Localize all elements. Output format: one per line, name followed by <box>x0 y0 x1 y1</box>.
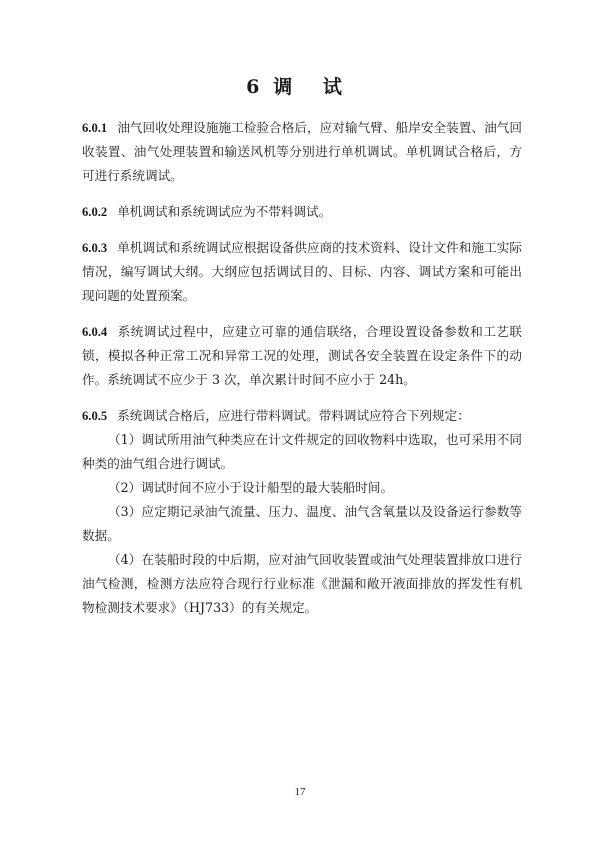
clause-number: 6.0.3 <box>82 241 108 255</box>
clause-text: 油气回收处理设施施工检验合格后，应对输气臂、船岸安全装置、油气回收装置、油气处理装置和输送风机等分别进行单机调试。单机调试合格后，方可进行系统调试。 <box>82 120 522 183</box>
list-item: （1）调试所用油气种类应在计文件规定的回收物料中选取，也可采用不同种类的油气组合进行调试。 <box>82 432 522 471</box>
clause-number: 6.0.2 <box>82 205 108 219</box>
clause-number: 6.0.1 <box>82 121 108 135</box>
page-number: 17 <box>294 786 306 798</box>
list-item: （2）调试时间不应小于设计船型的最大装船时间。 <box>108 480 394 495</box>
clause-6-0-2 <box>82 200 522 224</box>
clause-6-0-1 <box>82 116 522 188</box>
clause-number: 6.0.5 <box>82 409 108 423</box>
clause-text: 系统调试合格后，应进行带料调试。带料调试应符合下列规定： <box>117 408 470 423</box>
clause-6-0-4 <box>82 320 522 392</box>
chapter-body <box>82 116 522 620</box>
clause-6-0-3 <box>82 236 522 308</box>
clause-6-0-5 <box>82 404 522 620</box>
clause-text: 系统调试过程中，应建立可靠的通信联络，合理设置设备参数和工艺联锁，模拟各种正常工况和异常工况的处理，测试各安全装置在设定条件下的动作。系统调试不应少于 3 次，单次累计时间不应小于 24h。 <box>82 324 522 387</box>
clause-lead <box>82 404 522 428</box>
clause-text: 单机调试和系统调试应根据设备供应商的技术资料、设计文件和施工实际情况，编写调试大纲。大纲应包括调试目的、目标、内容、调试方案和可能出现问题的处置预案。 <box>82 240 522 303</box>
chapter-heading <box>0 72 600 99</box>
clause-number: 6.0.4 <box>82 325 108 339</box>
list-item: （4）在装船时段的中后期，应对油气回收装置或油气处理装置排放口进行油气检测，检测方法应符合现行行业标准《泄漏和敞开液面排放的挥发性有机物检测技术要求》（HJ733）的有关规定。 <box>82 552 522 615</box>
chapter-title: 调 试 <box>273 76 354 98</box>
list-item: （3）应定期记录油气流量、压力、温度、油气含氧量以及设备运行参数等数据。 <box>82 504 522 543</box>
clause-text: 单机调试和系统调试应为不带料调试。 <box>117 204 332 219</box>
chapter-number: 6 <box>246 76 260 98</box>
